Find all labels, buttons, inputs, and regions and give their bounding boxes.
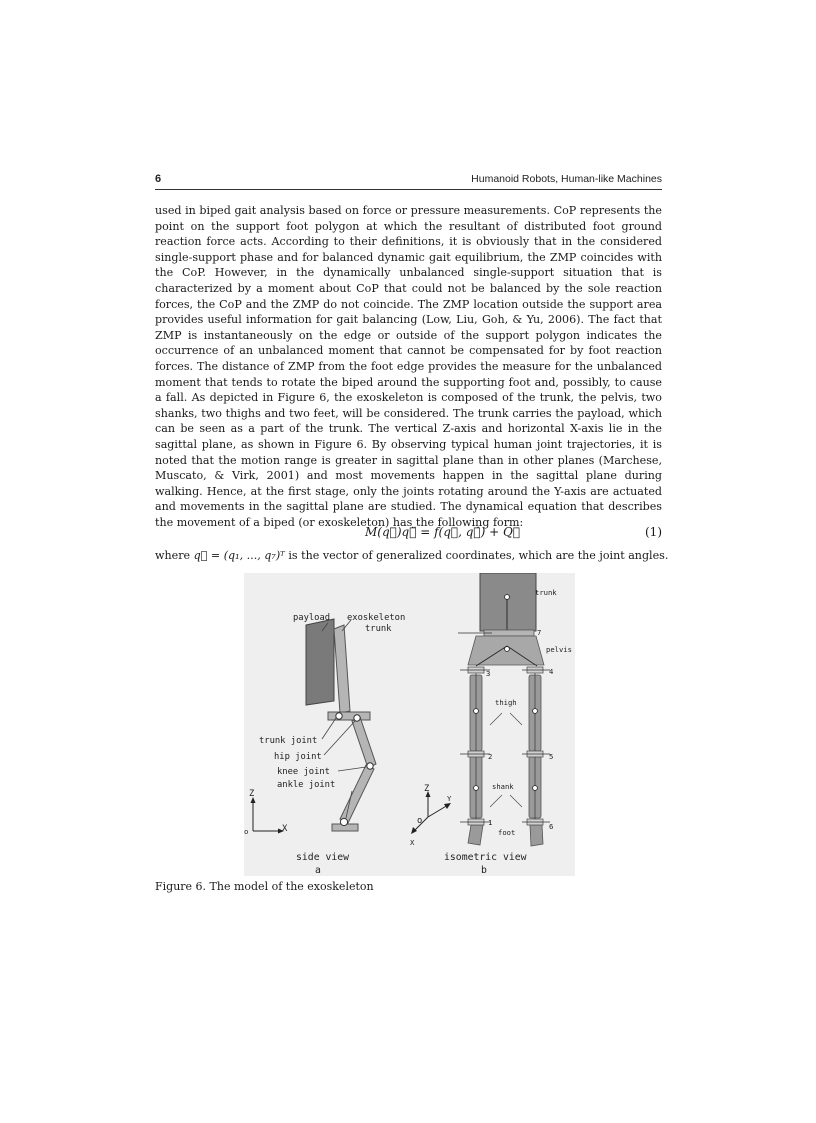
label-exoskeleton: exoskeleton xyxy=(347,613,406,623)
shank-leader-left xyxy=(490,795,502,807)
exoskeleton-trunk-bar xyxy=(334,625,350,713)
where-math: q⃗ = (q₁, ..., q₇)ᵀ xyxy=(193,549,285,562)
hip-joint-circle xyxy=(354,715,360,721)
running-title: Humanoid Robots, Human-like Machines xyxy=(471,173,662,185)
payload-box xyxy=(306,619,334,705)
label-iso-pelvis: pelvis xyxy=(546,645,572,654)
knee-joint-leader xyxy=(338,767,366,771)
label-iso-y: Y xyxy=(447,794,452,803)
iso-x-arrowhead xyxy=(411,827,417,834)
label-joint-3: 3 xyxy=(486,669,491,678)
label-side-z: Z xyxy=(249,789,255,799)
label-joint-7: 7 xyxy=(537,628,542,637)
thigh-leader-left xyxy=(490,713,502,725)
figure-6 xyxy=(244,573,575,876)
label-iso-view: isometric view xyxy=(444,852,527,863)
equation-1 xyxy=(155,525,662,543)
label-iso-origin: o xyxy=(417,816,423,826)
label-iso-thigh: thigh xyxy=(495,698,517,707)
where-suffix: is the vector of generalized coordinates, which are the joint angles. xyxy=(288,549,669,562)
iso-right-foot xyxy=(530,825,543,846)
label-side-x: X xyxy=(282,824,288,834)
label-joint-6: 6 xyxy=(549,822,554,831)
header-rule xyxy=(155,189,662,190)
iso-pelvis-cog xyxy=(505,647,510,652)
label-iso-trunk: trunk xyxy=(535,588,557,597)
label-hip-joint: hip joint xyxy=(274,752,322,762)
label-ankle-joint: ankle joint xyxy=(277,780,336,790)
thigh-link xyxy=(352,717,376,768)
iso-left-shank-cog xyxy=(474,786,479,791)
label-trunk-joint: trunk joint xyxy=(259,736,318,746)
where-sentence xyxy=(155,549,669,562)
label-knee-joint: knee joint xyxy=(277,767,330,777)
hip-joint-leader xyxy=(324,721,355,755)
iso-y-arrowhead xyxy=(444,803,451,809)
page-number: 6 xyxy=(155,173,162,185)
knee-joint-circle xyxy=(367,763,373,769)
iso-y-axis xyxy=(428,805,448,817)
label-iso-foot: foot xyxy=(498,828,516,837)
iso-right-thigh-cog xyxy=(533,709,538,714)
label-joint-2: 2 xyxy=(488,752,493,761)
where-prefix: where xyxy=(155,549,191,562)
iso-right-shank-cog xyxy=(533,786,538,791)
iso-trunk-cog xyxy=(505,595,510,600)
label-joint-1: 1 xyxy=(488,818,493,827)
iso-left-thigh-cog xyxy=(474,709,479,714)
isometric-view-drawing xyxy=(411,573,550,846)
label-side-letter: a xyxy=(315,865,321,876)
body-text xyxy=(155,203,662,530)
label-iso-z: Z xyxy=(424,784,430,794)
shank-link xyxy=(340,765,374,823)
figure-caption: Figure 6. The model of the exoskeleton xyxy=(155,880,374,893)
equation-number: (1) xyxy=(645,525,662,539)
label-joint-4: 4 xyxy=(549,667,554,676)
label-joint-5: 5 xyxy=(549,752,554,761)
label-side-view: side view xyxy=(296,852,350,863)
thigh-leader-right xyxy=(510,713,522,725)
label-side-origin: o xyxy=(244,827,249,836)
shank-leader-right xyxy=(510,795,522,807)
label-iso-letter: b xyxy=(481,865,487,876)
figure-svg xyxy=(244,573,575,876)
iso-trunk-box xyxy=(480,573,536,631)
trunk-joint-leader xyxy=(322,718,336,739)
equation-formula: M(q⃗)q⃗̈ = f(q⃗, q⃗̇) + Q⃗ xyxy=(365,525,521,539)
side-view-drawing xyxy=(251,619,377,834)
ankle-joint-circle xyxy=(340,818,347,825)
iso-left-foot xyxy=(468,825,483,845)
label-iso-x: X xyxy=(410,838,415,847)
label-trunk-side: trunk xyxy=(365,624,392,634)
trunk-joint-circle xyxy=(336,713,342,719)
pelvis-bar xyxy=(328,712,370,720)
label-payload: payload xyxy=(293,613,331,623)
label-iso-shank: shank xyxy=(492,782,514,791)
body-paragraph: used in biped gait analysis based on force or pressure measurements. CoP represents the point on the support foot polygon at which the resultant of distributed foot ground reaction force acts. According to their definitions, it is obviously that in the considered single-support phase and for balanced dynamic gait equilibrium, the ZMP coincides with the CoP. However, in the dynamically unbalanced single-support situation that is characterized by a moment about CoP that could not be balanced by the sole reaction forces, the CoP and the ZMP do not coincide. The ZMP location outside the support area provides useful information for gait balancing (Low, Liu, Goh, & Yu, 2006). The fact that ZMP is instantaneously on the edge or outside of the support polygon indicates the occurrence of an unbalanced moment that cannot be compensated for by foot reaction forces. The distance of ZMP from the foot edge provides the measure for the unbalanced moment that tends to rotate the biped around the supporting foot and, possibly, to cause a fall. As depicted in Figure 6, the exoskeleton is composed of the trunk, the pelvis, two shanks, two thighs and two feet, will be considered. The trunk carries the payload, which can be seen as a part of the trunk. The vertical Z-axis and horizontal X-axis lie in the sagittal plane, as shown in Figure 6. By observing typical human joint trajectories, it is noted that the motion range is greater in sagittal plane than in other planes (Marchese, Muscato, & Virk, 2001) and most movements happen in the sagittal plane during walking. Hence, at the first stage, only the joints rotating around the Y-axis are actuated and movements in the sagittal plane are studied. The dynamical equation that describes the movement of a biped (or exoskeleton) has the following form: xyxy=(155,204,662,529)
running-header xyxy=(155,173,662,187)
